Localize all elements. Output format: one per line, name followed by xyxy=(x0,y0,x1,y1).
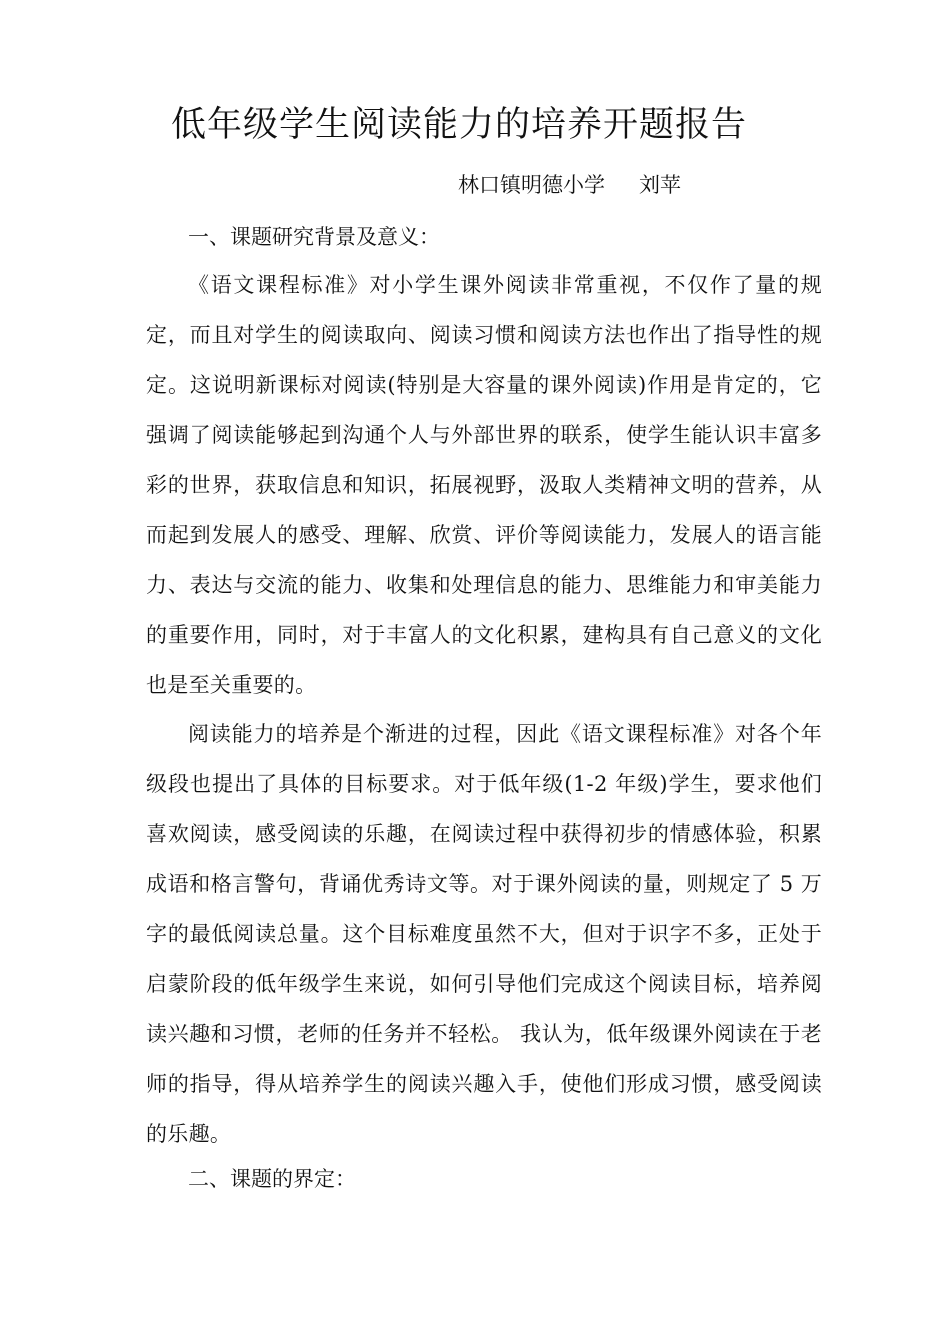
document-title: 低年级学生阅读能力的培养开题报告 xyxy=(170,105,747,145)
section-heading-background: 一、课题研究背景及意义： xyxy=(188,225,440,249)
paragraph-reading-ability: 阅读能力的培养是个渐进的过程，因此《语文课程标准》对各个年级段也提出了具体的目标要求。对于低年级(1-2 年级)学生，要求他们喜欢阅读，感受阅读的乐趣，在阅读过程中获得初步的情感体验，积累成语和格言警句，背诵优秀诗文等。对于课外阅读的量，则规定了 5 万字的最低阅读总量。这个目标难度虽然不大，但对于识字不多，正处于启蒙阶段的低年级学生来说，如何引导他们完成这个阅读目标，培养阅读兴趣和习惯，老师的任务并不轻松。 我认为，低年级课外阅读在于老师的指导，得从培养学生的阅读兴趣入手，使他们形成习惯，感受阅读的乐趣。 xyxy=(146,722,822,1146)
author-school: 林口镇明德小学 xyxy=(458,173,605,197)
section-heading-definition: 二、课题的界定： xyxy=(188,1167,356,1191)
author-line xyxy=(458,168,681,202)
author-name: 刘苹 xyxy=(639,173,681,197)
paragraph-curriculum-standard: 《语文课程标准》对小学生课外阅读非常重视，不仅作了量的规定，而且对学生的阅读取向、阅读习惯和阅读方法也作出了指导性的规定。这说明新课标对阅读(特别是大容量的课外阅读)作用是肯定的，它强调了阅读能够起到沟通个人与外部世界的联系，使学生能认识丰富多彩的世界，获取信息和知识，拓展视野，汲取人类精神文明的营养，从而起到发展人的感受、理解、欣赏、评价等阅读能力，发展人的语言能力、表达与交流的能力、收集和处理信息的能力、思维能力和审美能力的重要作用，同时，对于丰富人的文化积累，建构具有自己意义的文化也是至关重要的。 xyxy=(146,273,822,697)
